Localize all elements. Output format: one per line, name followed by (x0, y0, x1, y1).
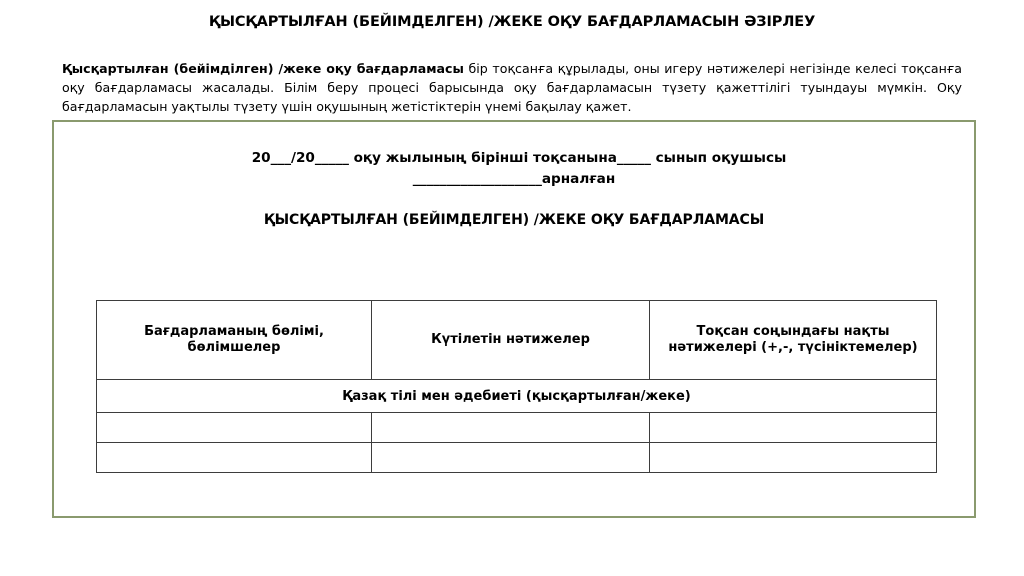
program-table (96, 300, 937, 473)
table-header-section: Бағдарламаның бөлімі, бөлімшелер (97, 301, 372, 380)
intro-bold-lead: Қысқартылған (бейімділген) /жеке оқу бағдарламасы (62, 60, 464, 76)
box-heading: ҚЫСҚАРТЫЛҒАН (БЕЙІМДЕЛГЕН) /ЖЕКЕ ОҚУ БАҒДАРЛАМАСЫ (263, 212, 765, 228)
page-title: ҚЫСҚАРТЫЛҒАН (БЕЙІМДЕЛГЕН) /ЖЕКЕ ОҚУ БАҒДАРЛАМАСЫН ӘЗІРЛЕУ (208, 14, 816, 30)
bordered-content-box (52, 120, 976, 518)
form-header-block (54, 148, 974, 190)
table-head (97, 301, 937, 380)
table-cell-actual[interactable] (650, 443, 937, 473)
intro-paragraph (62, 59, 962, 116)
form-line-academic-year: 20___/20_____ оқу жылының бірінші тоқсанына_____ сынып оқушысы (251, 150, 787, 166)
intro-body-text: бір тоқсанға құрылады, оны игеру нәтижелері негізінде келесі тоқсанға оқу бағдарламасы жасалады. Білім беру процесі барысында оқу бағдарламасын түзету қажеттілігі туындауы мүмкін. Оқу бағдарламасын уақтылы түзету үшін оқушының жетістіктерін үнемі бақылау қажет. (62, 60, 962, 114)
table-cell-actual[interactable] (650, 413, 937, 443)
table-cell-expected[interactable] (372, 443, 650, 473)
table-cell-section[interactable] (97, 413, 372, 443)
table-row (97, 413, 937, 443)
form-line-assigned-to: ___________________арналған (412, 171, 616, 188)
table-header-row (97, 301, 937, 380)
table-body (97, 380, 937, 473)
table-cell-expected[interactable] (372, 413, 650, 443)
table-header-expected-results: Күтілетін нәтижелер (372, 301, 650, 380)
table-row (97, 443, 937, 473)
table-cell-section[interactable] (97, 443, 372, 473)
table-header-actual-results: Тоқсан соңындағы нақты нәтижелері (+,-, түсініктемелер) (650, 301, 937, 380)
subject-title-cell: Қазақ тілі мен әдебиеті (қысқартылған/жеке) (97, 380, 937, 413)
table-row-subject (97, 380, 937, 413)
